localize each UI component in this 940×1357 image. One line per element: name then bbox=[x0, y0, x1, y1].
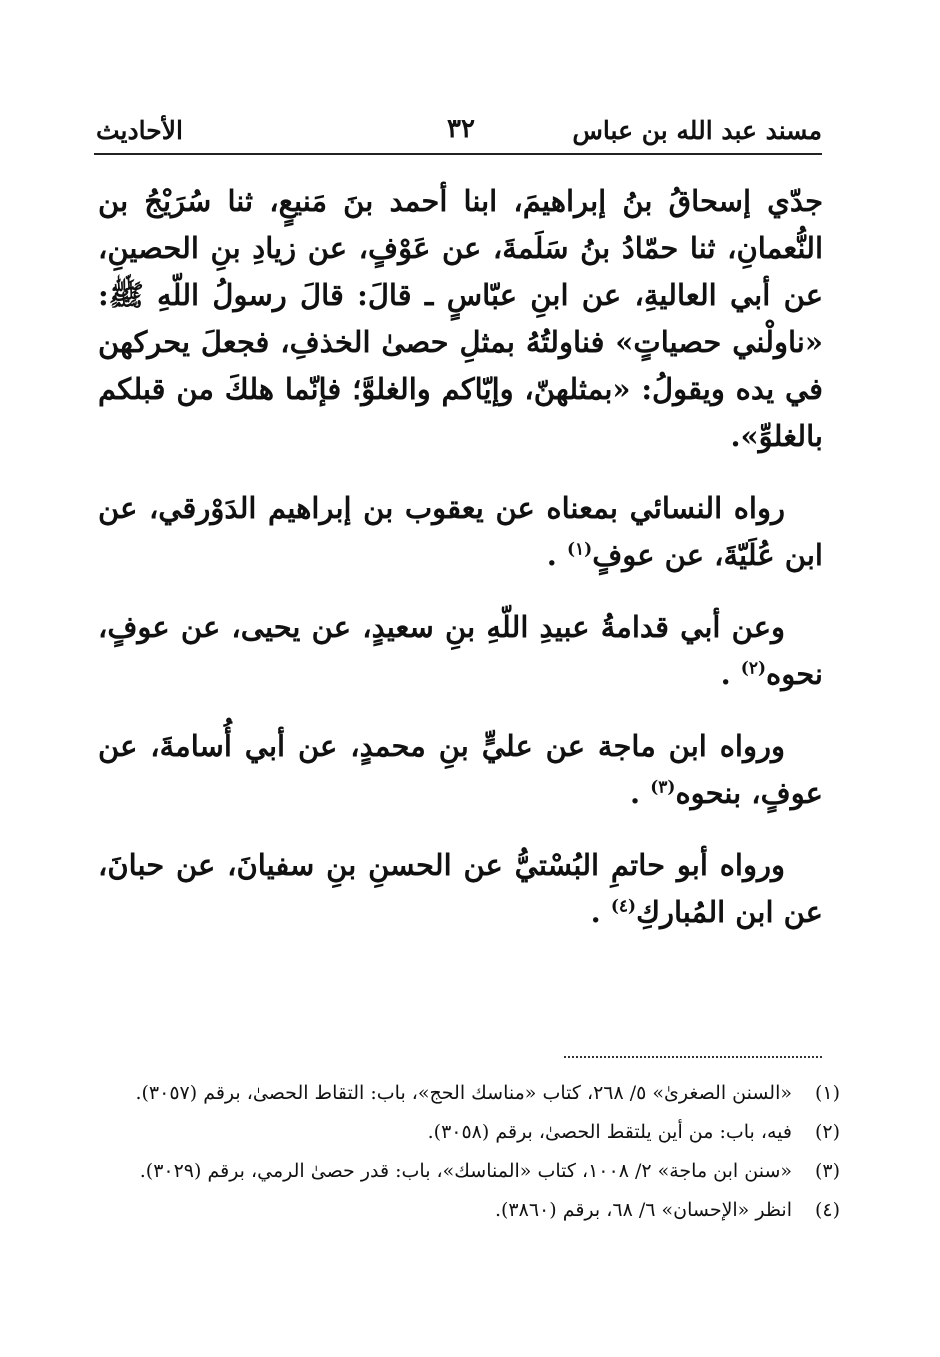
footnote bbox=[100, 1116, 840, 1149]
footnote bbox=[100, 1077, 840, 1110]
end-mark: . bbox=[590, 895, 601, 929]
footnote-marker: (٤) bbox=[814, 1199, 840, 1221]
footnotes bbox=[100, 1077, 840, 1233]
footnote-text: «سنن ابن ماجة» ٢/ ١٠٠٨، كتاب «المناسك»، باب: قدر حصىٰ الرمي، برقم (٣٠٢٩). bbox=[139, 1160, 792, 1182]
footnote-marker: (١) bbox=[814, 1082, 840, 1104]
running-header bbox=[96, 112, 822, 152]
footnote-ref: (١) bbox=[566, 539, 593, 560]
footnote-ref: (٣) bbox=[650, 777, 676, 798]
footnote-marker: (٣) bbox=[814, 1160, 840, 1182]
section-title: الأحاديث bbox=[96, 116, 183, 145]
book-title: مسند عبد الله بن عباس bbox=[572, 116, 822, 145]
footnote-marker: (٢) bbox=[814, 1121, 840, 1143]
page-number: ٣٢ bbox=[447, 114, 475, 144]
narration-paragraph bbox=[98, 842, 823, 936]
footnote-text: فيه، باب: من أين يلتقط الحصىٰ، برقم (٣٠٥٨). bbox=[427, 1121, 792, 1143]
header-divider bbox=[94, 153, 822, 155]
narration-paragraph bbox=[98, 723, 823, 817]
footnote-text: «السنن الصغرىٰ» ٥/ ٢٦٨، كتاب «مناسك الحج»، باب: التقاط الحصىٰ، برقم (٣٠٥٧). bbox=[135, 1082, 792, 1104]
narration-text: وعن أبي قدامةُ عبيدِ اللّهِ بنِ سعيدٍ، عن يحيى، عن عوفٍ، نحوه bbox=[98, 610, 823, 691]
main-text bbox=[98, 178, 823, 961]
footnote-text: انظر «الإحسان» ٦/ ٦٨، برقم (٣٨٦٠). bbox=[494, 1199, 792, 1221]
narration-text: رواه النسائي بمعناه عن يعقوب بن إبراهيم الدَوْرقي، عن ابن عُلَيّةَ، عن عوفٍ bbox=[98, 491, 823, 572]
footnote-divider bbox=[564, 1056, 822, 1058]
end-mark: . bbox=[546, 538, 557, 572]
hadith-text: جدّي إسحاقُ بنُ إبراهيمَ، ابنا أحمد بنَ مَنيعٍ، ثنا سُرَيْجُ بن النُّعمانِ، ثنا حمّادُ بنُ سَلَمةَ، عن عَوْفٍ، عن زيادِ بنِ الحصينِ، عن أبي العاليةِ، عن ابنِ عبّاسٍ ـ قالَ: قالَ رسولُ اللّهِ ﷺ: «ناولْني حصياتٍ» فناولتُهُ بمثلِ حصىٰ الخذفِ، فجعلَ يحركهن في يده ويقولُ: «بمثلهنّ، وإيّاكم والغلوَّ؛ فإنّما هلكَ من قبلكم بالغلوِّ». bbox=[98, 184, 823, 453]
footnote-ref: (٢) bbox=[740, 658, 767, 679]
footnote-ref: (٤) bbox=[610, 896, 637, 917]
footnote bbox=[100, 1194, 840, 1227]
narration-paragraph bbox=[98, 485, 823, 579]
footnote bbox=[100, 1155, 840, 1188]
narration-paragraph bbox=[98, 604, 823, 698]
narration-text: ورواه ابن ماجة عن عليٍّ بنِ محمدٍ، عن أبي أُسامةَ، عن عوفٍ، بنحوه bbox=[98, 729, 823, 810]
narration-text: ورواه أبو حاتمِ البُسْتيُّ عن الحسنِ بنِ سفيانَ، عن حبانَ، عن ابن المُباركِ bbox=[98, 848, 823, 929]
end-mark: . bbox=[630, 776, 641, 810]
hadith-paragraph bbox=[98, 178, 823, 460]
end-mark: . bbox=[720, 657, 731, 691]
